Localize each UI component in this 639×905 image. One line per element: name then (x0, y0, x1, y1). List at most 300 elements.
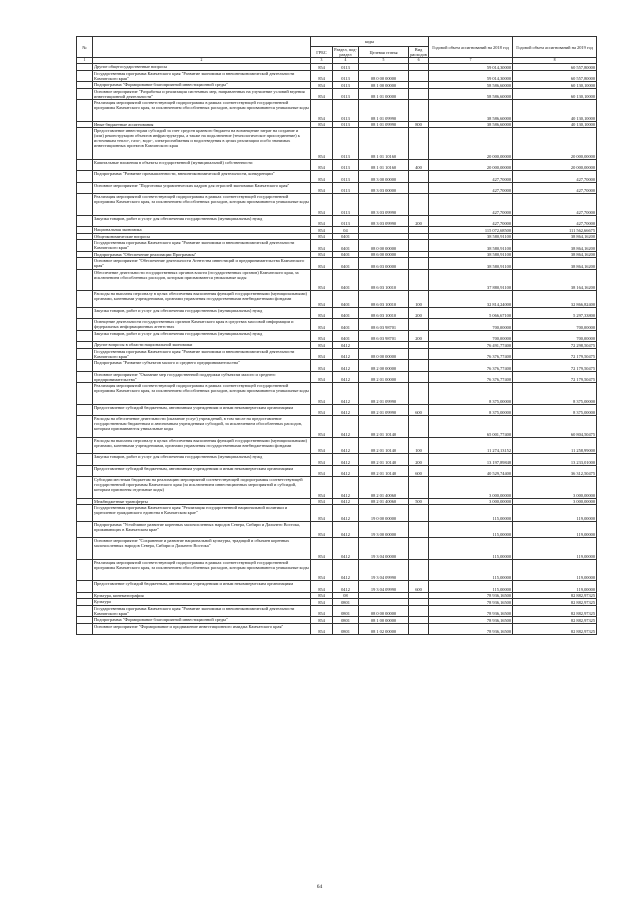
target-cell: 08 2 01 10140 (359, 437, 409, 454)
row-name-cell: Предоставление субсидий бюджетным, автономным учреждениям и иным некоммерческим организациям (93, 404, 311, 416)
exp-type-cell (409, 269, 429, 291)
target-cell: 08 6 03 98701 (359, 319, 409, 331)
grbs-cell: 854 (311, 240, 333, 252)
amount-2019-cell: 82 882,97325 (513, 617, 597, 624)
amount-2019-cell: 20 000,00000 (513, 128, 597, 160)
exp-type-cell (409, 240, 429, 252)
grbs-cell: 854 (311, 319, 333, 331)
header-2018: Годовой объем ассигнований на 2018 год (429, 37, 513, 58)
row-number-cell (77, 348, 93, 360)
exp-type-cell: 100 (409, 437, 429, 454)
grbs-cell: 854 (311, 498, 333, 505)
header-name (93, 37, 311, 58)
exp-type-cell (409, 477, 429, 499)
grbs-cell: 854 (311, 342, 333, 349)
table-row (77, 88, 597, 100)
row-number-cell (77, 159, 93, 171)
amount-2019-cell: 119,00000 (513, 581, 597, 593)
row-name-cell: Субсидии местным бюджетам на реализацию мероприятий соответствующей подпрограммы соответствующей государственной программы Камчатского края (за исключением инвестиционных мероприятий и субсидий, которым присвоены отдельные коды) (93, 477, 311, 499)
amount-2019-cell: 82 882,97325 (513, 592, 597, 599)
header-codes: коды (311, 37, 429, 47)
grbs-cell: 854 (311, 477, 333, 499)
target-cell: 08 2 01 10140 (359, 454, 409, 466)
row-name-cell: Другие вопросы в области национальной экономики (93, 342, 311, 349)
table-row (77, 404, 597, 416)
target-cell: 08 2 01 00000 (359, 371, 409, 383)
amount-2018-cell: 38 580,91100 (429, 240, 513, 252)
exp-type-cell (409, 360, 429, 372)
section-cell: 0412 (333, 581, 359, 593)
row-name-cell: Культура (93, 599, 311, 606)
grbs-cell: 854 (311, 371, 333, 383)
row-name-cell: Основное мероприятие "Оказание мер государственной поддержки субъектам малого и среднего предпринимательства" (93, 371, 311, 383)
section-cell: 0401 (333, 233, 359, 240)
grbs-cell: 854 (311, 538, 333, 560)
row-number-cell (77, 100, 93, 122)
amount-2018-cell: 58 586,60000 (429, 88, 513, 100)
amount-2019-cell: 82 882,97325 (513, 605, 597, 617)
section-cell: 0801 (333, 599, 359, 606)
table-row (77, 100, 597, 122)
col-number: 5 (359, 58, 409, 64)
grbs-cell: 854 (311, 581, 333, 593)
target-cell: 08 0 00 00000 (359, 240, 409, 252)
amount-2019-cell: 427,70000 (513, 171, 597, 183)
row-number-cell (77, 404, 93, 416)
budget-table-page (76, 36, 596, 635)
amount-2018-cell: 38 580,91100 (429, 258, 513, 270)
grbs-cell: 854 (311, 194, 333, 216)
amount-2018-cell: 115,00000 (429, 505, 513, 522)
section-cell: 0401 (333, 291, 359, 308)
amount-2019-cell: 8 375,00000 (513, 383, 597, 405)
amount-2019-cell: 11 258,99000 (513, 437, 597, 454)
exp-type-cell: 200 (409, 215, 429, 227)
target-cell: 08 2 01 10140 (359, 416, 409, 438)
grbs-cell: 854 (311, 505, 333, 522)
target-cell: 08 2 01 09990 (359, 404, 409, 416)
budget-table (76, 36, 597, 635)
amount-2019-cell: 72 179,50475 (513, 360, 597, 372)
exp-type-cell (409, 521, 429, 538)
row-number-cell (77, 477, 93, 499)
page-number: 64 (316, 884, 323, 890)
exp-type-cell (409, 348, 429, 360)
exp-type-cell: 200 (409, 307, 429, 319)
amount-2019-cell: 427,70000 (513, 215, 597, 227)
exp-type-cell (409, 383, 429, 405)
amount-2019-cell: 82 882,97325 (513, 623, 597, 635)
table-row (77, 269, 597, 291)
amount-2018-cell: 32 814,24000 (429, 291, 513, 308)
grbs-cell: 854 (311, 215, 333, 227)
section-cell: 0412 (333, 342, 359, 349)
section-cell: 0412 (333, 437, 359, 454)
section-cell: 0401 (333, 319, 359, 331)
amount-2018-cell: 20 000,00000 (429, 159, 513, 171)
section-cell: 0113 (333, 171, 359, 183)
row-number-cell (77, 194, 93, 216)
target-cell: 08 1 01 10160 (359, 159, 409, 171)
table-row (77, 330, 597, 342)
grbs-cell: 854 (311, 121, 333, 128)
grbs-cell: 854 (311, 465, 333, 477)
col-number: 1 (77, 58, 93, 64)
exp-type-cell: 400 (409, 159, 429, 171)
section-cell: 0412 (333, 538, 359, 560)
section-cell: 0113 (333, 70, 359, 82)
header-target: Целевая статья (359, 47, 409, 58)
table-row (77, 70, 597, 82)
row-number-cell (77, 330, 93, 342)
exp-type-cell (409, 605, 429, 617)
table-row (77, 559, 597, 581)
amount-2018-cell: 3 000,00000 (429, 498, 513, 505)
header-exp-type: Вид расходов (410, 47, 427, 57)
target-cell: 08 6 03 10010 (359, 291, 409, 308)
row-number-cell (77, 182, 93, 194)
exp-type-cell (409, 70, 429, 82)
target-cell: 08 6 03 10010 (359, 269, 409, 291)
grbs-cell: 854 (311, 416, 333, 438)
grbs-cell: 854 (311, 307, 333, 319)
section-cell: 04 (333, 227, 359, 234)
amount-2019-cell: 38 864,16200 (513, 240, 597, 252)
row-number-cell (77, 171, 93, 183)
grbs-cell: 854 (311, 128, 333, 160)
row-name-cell: Культура, кинематография (93, 592, 311, 599)
section-cell: 0113 (333, 82, 359, 89)
row-number-cell (77, 269, 93, 291)
table-row (77, 605, 597, 617)
amount-2019-cell: 700,00000 (513, 319, 597, 331)
amount-2019-cell: 60 557,80000 (513, 64, 597, 71)
amount-2018-cell: 8 375,00000 (429, 404, 513, 416)
row-number-cell (77, 416, 93, 438)
col-number: 4 (333, 58, 359, 64)
header-grbs: ГРБС (311, 47, 333, 58)
exp-type-cell (409, 88, 429, 100)
row-name-cell: Закупка товаров, работ и услуг для обеспечения государственных (муниципальных) нужд (93, 454, 311, 466)
row-name-cell: Подпрограмма "Формирование благоприятной инвестиционной среды" (93, 82, 311, 89)
table-row (77, 171, 597, 183)
row-number-cell (77, 505, 93, 522)
exp-type-cell (409, 505, 429, 522)
table-row (77, 623, 597, 635)
row-name-cell: Предоставление инвесторам субсидий за счет средств краевого бюджета на возмещение затрат на создание и (или) реконструкцию объектов инфраструктуры, а также на подключение (технологическое присоединение) к источникам тепло-, газо-, водо-, электроснабжения и водоотведения в целях реализации особо значимых инвестиционных проектов Камчатского края (93, 128, 311, 160)
table-row (77, 437, 597, 454)
table-row (77, 416, 597, 438)
exp-type-cell (409, 416, 429, 438)
amount-2018-cell: 427,70000 (429, 215, 513, 227)
grbs-cell: 854 (311, 70, 333, 82)
header-2019: Годовой объем ассигнований на 2019 год (513, 37, 597, 58)
row-name-cell: Основное мероприятие "Сохранение и развитие национальной культуры, традиций и обычаев коренных малочисленных народов Севера, Сибири и Дальнего Востока" (93, 538, 311, 560)
target-cell: 19 3 04 00000 (359, 538, 409, 560)
amount-2018-cell: 59 014,30000 (429, 64, 513, 71)
row-name-cell: Предоставление субсидий бюджетным, автономным учреждениям и иным некоммерческим организациям (93, 581, 311, 593)
row-number-cell (77, 70, 93, 82)
row-name-cell: Основное мероприятие "Обеспечение деятельности Агентства инвестиций и предпринимательства Камчатского края" (93, 258, 311, 270)
amount-2018-cell: 38 586,60000 (429, 121, 513, 128)
amount-2019-cell: 119,00000 (513, 559, 597, 581)
grbs-cell: 854 (311, 605, 333, 617)
table-row (77, 128, 597, 160)
section-cell: 0801 (333, 617, 359, 624)
section-cell: 08 (333, 592, 359, 599)
amount-2019-cell: 40 130,10000 (513, 100, 597, 122)
section-cell: 0401 (333, 307, 359, 319)
grbs-cell: 854 (311, 404, 333, 416)
amount-2018-cell: 115,00000 (429, 559, 513, 581)
target-cell: 08 2 01 09990 (359, 383, 409, 405)
row-name-cell: Реализация мероприятий соответствующей подпрограммы в рамках соответствующей государственной программы Камчатского края, за исключением обособленных расходов, которым присваиваются уникальные коды (93, 100, 311, 122)
grbs-cell: 854 (311, 617, 333, 624)
row-name-cell: Подпрограмма "Формирование благоприятной инвестиционной среды" (93, 617, 311, 624)
row-name-cell: Подпрограмма "Развитие субъектов малого и среднего предпринимательства" (93, 360, 311, 372)
target-cell: 08 3 03 09990 (359, 194, 409, 216)
table-row (77, 383, 597, 405)
target-cell: 08 3 00 00000 (359, 171, 409, 183)
amount-2018-cell: 58 586,60000 (429, 82, 513, 89)
target-cell: 08 2 01 40060 (359, 498, 409, 505)
section-cell: 0113 (333, 100, 359, 122)
row-name-cell: Другие общегосударственные вопросы (93, 64, 311, 71)
grbs-cell: 854 (311, 227, 333, 234)
row-number-cell (77, 258, 93, 270)
exp-type-cell (409, 538, 429, 560)
amount-2019-cell: 60 130,10000 (513, 88, 597, 100)
target-cell: 08 2 01 10140 (359, 465, 409, 477)
target-cell: 08 1 02 00000 (359, 623, 409, 635)
amount-2018-cell: 700,00000 (429, 319, 513, 331)
amount-2018-cell: 3 000,00000 (429, 477, 513, 499)
row-name-cell: Государственная программа Камчатского края "Развитие экономики и внешнеэкономической деятельности Камчатского края" (93, 240, 311, 252)
exp-type-cell (409, 128, 429, 160)
grbs-cell: 854 (311, 251, 333, 258)
table-row (77, 348, 597, 360)
row-number-cell (77, 521, 93, 538)
row-number-cell (77, 360, 93, 372)
exp-type-cell (409, 319, 429, 331)
amount-2019-cell: 38 164,16200 (513, 269, 597, 291)
section-cell: 0401 (333, 240, 359, 252)
grbs-cell: 854 (311, 599, 333, 606)
target-cell: 08 1 01 09990 (359, 100, 409, 122)
amount-2018-cell: 20 000,00000 (429, 128, 513, 160)
exp-type-cell: 600 (409, 404, 429, 416)
table-row (77, 307, 597, 319)
section-cell: 0401 (333, 258, 359, 270)
amount-2018-cell: 13 197,89848 (429, 454, 513, 466)
amount-2019-cell: 8 375,00000 (513, 404, 597, 416)
row-number-cell (77, 319, 93, 331)
grbs-cell: 854 (311, 291, 333, 308)
section-cell: 0401 (333, 269, 359, 291)
table-row (77, 465, 597, 477)
section-cell: 0113 (333, 194, 359, 216)
target-cell: 08 3 03 09990 (359, 215, 409, 227)
exp-type-cell: 100 (409, 291, 429, 308)
exp-type-cell (409, 194, 429, 216)
amount-2019-cell: 20 000,00000 (513, 159, 597, 171)
grbs-cell: 854 (311, 258, 333, 270)
row-number-cell (77, 88, 93, 100)
target-cell: 08 6 03 00000 (359, 258, 409, 270)
exp-type-cell (409, 258, 429, 270)
section-cell: 0412 (333, 360, 359, 372)
amount-2019-cell: 427,70000 (513, 182, 597, 194)
row-number-cell (77, 538, 93, 560)
row-number-cell (77, 454, 93, 466)
target-cell: 08 2 00 00000 (359, 360, 409, 372)
exp-type-cell: 800 (409, 121, 429, 128)
grbs-cell: 854 (311, 348, 333, 360)
table-row (77, 159, 597, 171)
target-cell: 08 6 03 10010 (359, 307, 409, 319)
row-name-cell: Иные бюджетные ассигнования (93, 121, 311, 128)
table-row (77, 215, 597, 227)
row-name-cell: Основное мероприятие "Формирование и продвижение инвестиционного имиджа Камчатского края" (93, 623, 311, 635)
col-number: 6 (409, 58, 429, 64)
row-number-cell (77, 215, 93, 227)
amount-2019-cell: 3 000,00000 (513, 477, 597, 499)
row-name-cell: Закупка товаров, работ и услуг для обеспечения государственных (муниципальных) нужд (93, 215, 311, 227)
amount-2019-cell: 427,70000 (513, 194, 597, 216)
row-name-cell: Основное мероприятие "Разработка и реализация системных мер, направленных на улучшение условий ведения инвестиционной деятельности" (93, 88, 311, 100)
target-cell: 08 3 03 00000 (359, 182, 409, 194)
table-row (77, 291, 597, 308)
row-name-cell: Капитальные вложения в объекты государственной (муниципальной) собственности (93, 159, 311, 171)
target-cell: 19 0 00 00000 (359, 505, 409, 522)
row-name-cell: Государственная программа Камчатского края "Развитие экономики и внешнеэкономической деятельности Камчатского края" (93, 70, 311, 82)
row-name-cell: Основное мероприятие "Подготовка управленческих кадров для отраслей экономики Камчатского края" (93, 182, 311, 194)
row-name-cell: Государственная программа Камчатского края "Развитие экономики и внешнеэкономической деятельности Камчатского края" (93, 348, 311, 360)
target-cell: 08 6 00 00000 (359, 251, 409, 258)
amount-2019-cell: 40 130,10000 (513, 121, 597, 128)
amount-2019-cell: 119,00000 (513, 505, 597, 522)
amount-2018-cell: 427,70000 (429, 194, 513, 216)
amount-2019-cell: 60 804,50475 (513, 416, 597, 438)
amount-2018-cell: 76 376,77400 (429, 360, 513, 372)
amount-2019-cell: 119,00000 (513, 538, 597, 560)
amount-2018-cell: 65 001,77400 (429, 416, 513, 438)
exp-type-cell (409, 182, 429, 194)
section-cell: 0412 (333, 416, 359, 438)
amount-2018-cell: 78 936,16500 (429, 605, 513, 617)
section-cell: 0401 (333, 330, 359, 342)
grbs-cell: 854 (311, 171, 333, 183)
amount-2019-cell: 72 179,50475 (513, 371, 597, 383)
header-no: № (77, 37, 93, 58)
target-cell: 08 0 00 00000 (359, 70, 409, 82)
grbs-cell: 854 (311, 269, 333, 291)
amount-2019-cell: 13 233,01000 (513, 454, 597, 466)
grbs-cell: 854 (311, 182, 333, 194)
row-name-cell: Подпрограмма "Устойчивое развитие коренных малочисленных народов Севера, Сибири и Дальнего Востока, проживающих в Камчатском крае" (93, 521, 311, 538)
exp-type-cell: 200 (409, 454, 429, 466)
section-cell: 0412 (333, 348, 359, 360)
header-section: Раздел, под-раздел (334, 47, 357, 57)
amount-2019-cell: 111 562,66675 (513, 227, 597, 234)
target-cell: 08 1 00 00000 (359, 617, 409, 624)
row-name-cell: Предоставление субсидий бюджетным, автономным учреждениям и иным некоммерческим организациям (93, 465, 311, 477)
row-number-cell (77, 465, 93, 477)
amount-2019-cell: 60 130,10000 (513, 82, 597, 89)
amount-2019-cell: 72 179,50475 (513, 348, 597, 360)
row-name-cell: Обеспечение деятельности государственных органов власти (государственных органов) Камчатского края, за исключением обособленных расходов, которым присваиваются уникальные коды (93, 269, 311, 291)
table-row (77, 240, 597, 252)
row-number-cell (77, 437, 93, 454)
target-cell: 08 6 03 98701 (359, 330, 409, 342)
exp-type-cell: 600 (409, 465, 429, 477)
target-cell: 08 2 01 40060 (359, 477, 409, 499)
section-cell: 0801 (333, 623, 359, 635)
col-number: 7 (429, 58, 513, 64)
table-body (77, 64, 597, 635)
amount-2019-cell: 5 297,33800 (513, 307, 597, 319)
amount-2018-cell: 115,00000 (429, 538, 513, 560)
row-name-cell: Закупка товаров, работ и услуг для обеспечения государственных (муниципальных) нужд (93, 330, 311, 342)
row-name-cell: Освещение деятельности государственных органов Камчатского края в средствах массовой информации и федеральных информационных агентствах (93, 319, 311, 331)
section-cell: 0412 (333, 371, 359, 383)
grbs-cell: 854 (311, 159, 333, 171)
table-row (77, 521, 597, 538)
table-row (77, 454, 597, 466)
amount-2019-cell: 60 557,80000 (513, 70, 597, 82)
amount-2018-cell: 8 375,00000 (429, 383, 513, 405)
section-cell: 0412 (333, 465, 359, 477)
row-number-cell (77, 383, 93, 405)
col-number: 3 (311, 58, 333, 64)
row-name-cell: Государственная программа Камчатского края "Развитие экономики и внешнеэкономической деятельности Камчатского края" (93, 605, 311, 617)
grbs-cell: 854 (311, 100, 333, 122)
amount-2018-cell: 115,00000 (429, 521, 513, 538)
amount-2019-cell: 38 864,16200 (513, 258, 597, 270)
amount-2018-cell: 76 376,77400 (429, 348, 513, 360)
grbs-cell: 854 (311, 330, 333, 342)
row-name-cell: Реализация мероприятий соответствующей подпрограммы в рамках соответствующей государственной программы Камчатского края, за исключением обособленных расходов, которым присваиваются уникальные коды (93, 194, 311, 216)
exp-type-cell: 600 (409, 581, 429, 593)
row-name-cell: Национальная экономика (93, 227, 311, 234)
row-name-cell: Государственная программа Камчатского края "Реализация государственной национальной политики и укрепление гражданского единства в Камчатском крае" (93, 505, 311, 522)
grbs-cell: 854 (311, 82, 333, 89)
table-row (77, 360, 597, 372)
section-cell: 0412 (333, 404, 359, 416)
row-name-cell: Реализация мероприятий соответствующей подпрограммы в рамках соответствующей государственной программы Камчатского края, за исключением обособленных расходов, которым присваиваются уникальные коды (93, 559, 311, 581)
exp-type-cell: 500 (409, 498, 429, 505)
amount-2018-cell: 11 274,13152 (429, 437, 513, 454)
amount-2018-cell: 78 936,16500 (429, 592, 513, 599)
row-name-cell: Общеэкономические вопросы (93, 233, 311, 240)
section-cell: 0412 (333, 454, 359, 466)
col-number: 2 (93, 58, 311, 64)
amount-2019-cell: 119,00000 (513, 521, 597, 538)
exp-type-cell (409, 623, 429, 635)
amount-2018-cell: 76 376,77400 (429, 371, 513, 383)
amount-2019-cell: 38 864,16200 (513, 251, 597, 258)
amount-2018-cell: 78 936,16500 (429, 617, 513, 624)
row-name-cell: Расходы на выплаты персоналу в целях обеспечения выполнения функций государственными (муниципальными) органами, казенными учреждениями, органами управления государственными внебюджетными фондами (93, 291, 311, 308)
row-name-cell: Межбюджетные трансферты (93, 498, 311, 505)
grbs-cell: 854 (311, 559, 333, 581)
section-cell: 0412 (333, 477, 359, 499)
section-cell: 0412 (333, 559, 359, 581)
grbs-cell: 854 (311, 623, 333, 635)
section-cell: 0412 (333, 498, 359, 505)
row-number-cell (77, 605, 93, 617)
row-number-cell (77, 581, 93, 593)
